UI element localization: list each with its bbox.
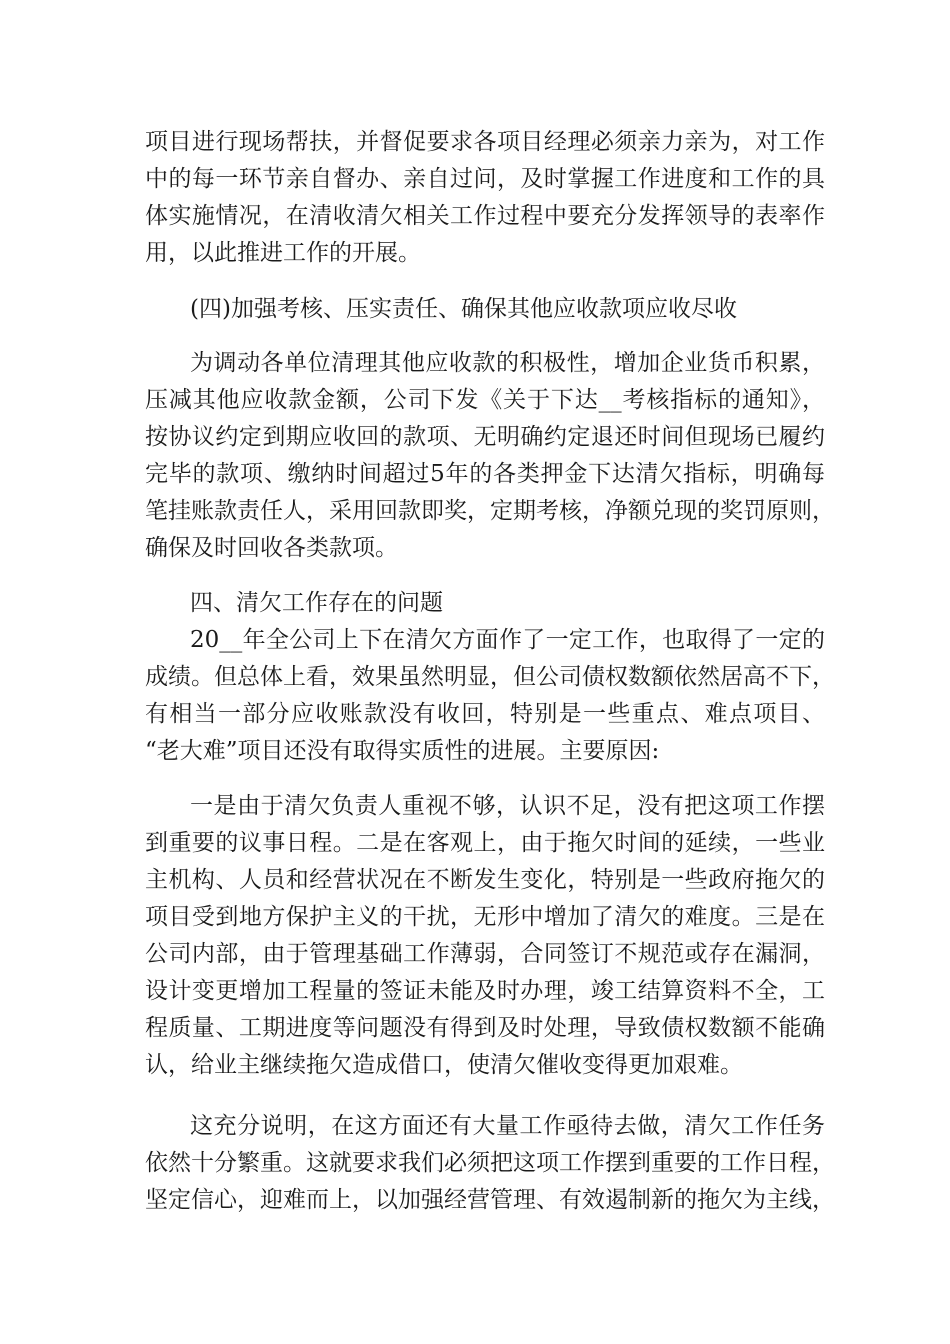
paragraph-line: 一是由于清欠负责人重视不够，认识不足，没有把这项工作摆 [190,793,825,819]
paragraph-line: 坚定信心，迎难而上，以加强经营管理、有效遏制新的拖欠为主线， [145,1187,835,1213]
paragraph-line: 项目受到地方保护主义的干扰，无形中增加了清欠的难度。三是在 [145,904,825,930]
paragraph-line: 到重要的议事日程。二是在客观上，由于拖欠时间的延续，一些业 [145,830,825,856]
paragraph-line: 中的每一环节亲自督办、亲自过问，及时掌握工作进度和工作的具 [145,166,825,192]
paragraph-line: 设计变更增加工程量的签证未能及时办理，竣工结算资料不全，工 [145,978,825,1004]
paragraph-line: 有相当一部分应收账款没有收回，特别是一些重点、难点项目、 [145,701,825,727]
paragraph-line: 依然十分繁重。这就要求我们必须把这项工作摆到重要的工作日程， [145,1150,835,1176]
paragraph-line: 笔挂账款责任人，采用回款即奖，定期考核，净额兑现的奖罚原则， [145,498,835,524]
paragraph-line: 体实施情况，在清收清欠相关工作过程中要充分发挥领导的表率作 [145,203,825,229]
paragraph-line: 主机构、人员和经营状况在不断发生变化，特别是一些政府拖欠的 [145,867,825,893]
section-heading: (四)加强考核、压实责任、确保其他应收款项应收尽收 [190,296,737,322]
paragraph-line: 项目进行现场帮扶，并督促要求各项目经理必须亲力亲为，对工作 [145,129,825,155]
paragraph-line: 为调动各单位清理其他应收款的积极性，增加企业货币积累， [190,350,825,376]
paragraph-line: 20__年全公司上下在清欠方面作了一定工作，也取得了一定的 [190,627,825,653]
paragraph-line: 认，给业主继续拖欠造成借口，使清欠催收变得更加艰难。 [145,1052,743,1078]
section-heading: 四、清欠工作存在的问题 [190,590,443,616]
paragraph-line: 压减其他应收款金额，公司下发《关于下达__考核指标的通知》， [145,387,825,413]
paragraph-line: 用，以此推进工作的开展。 [145,240,421,266]
paragraph-line: 这充分说明，在这方面还有大量工作亟待去做，清欠工作任务 [190,1113,825,1139]
paragraph-line: 公司内部，由于管理基础工作薄弱，合同签订不规范或存在漏洞， [145,941,825,967]
paragraph-line: 确保及时回收各类款项。 [145,535,398,561]
paragraph-line: 程质量、工期进度等问题没有得到及时处理，导致债权数额不能确 [145,1015,825,1041]
paragraph-line: “老大难”项目还没有取得实质性的进展。主要原因: [145,738,660,764]
paragraph-line: 完毕的款项、缴纳时间超过5年的各类押金下达清欠指标，明确每 [145,461,825,487]
paragraph-line: 按协议约定到期应收回的款项、无明确约定退还时间但现场已履约 [145,424,825,450]
paragraph-line: 成绩。但总体上看，效果虽然明显，但公司债权数额依然居高不下， [145,664,835,690]
